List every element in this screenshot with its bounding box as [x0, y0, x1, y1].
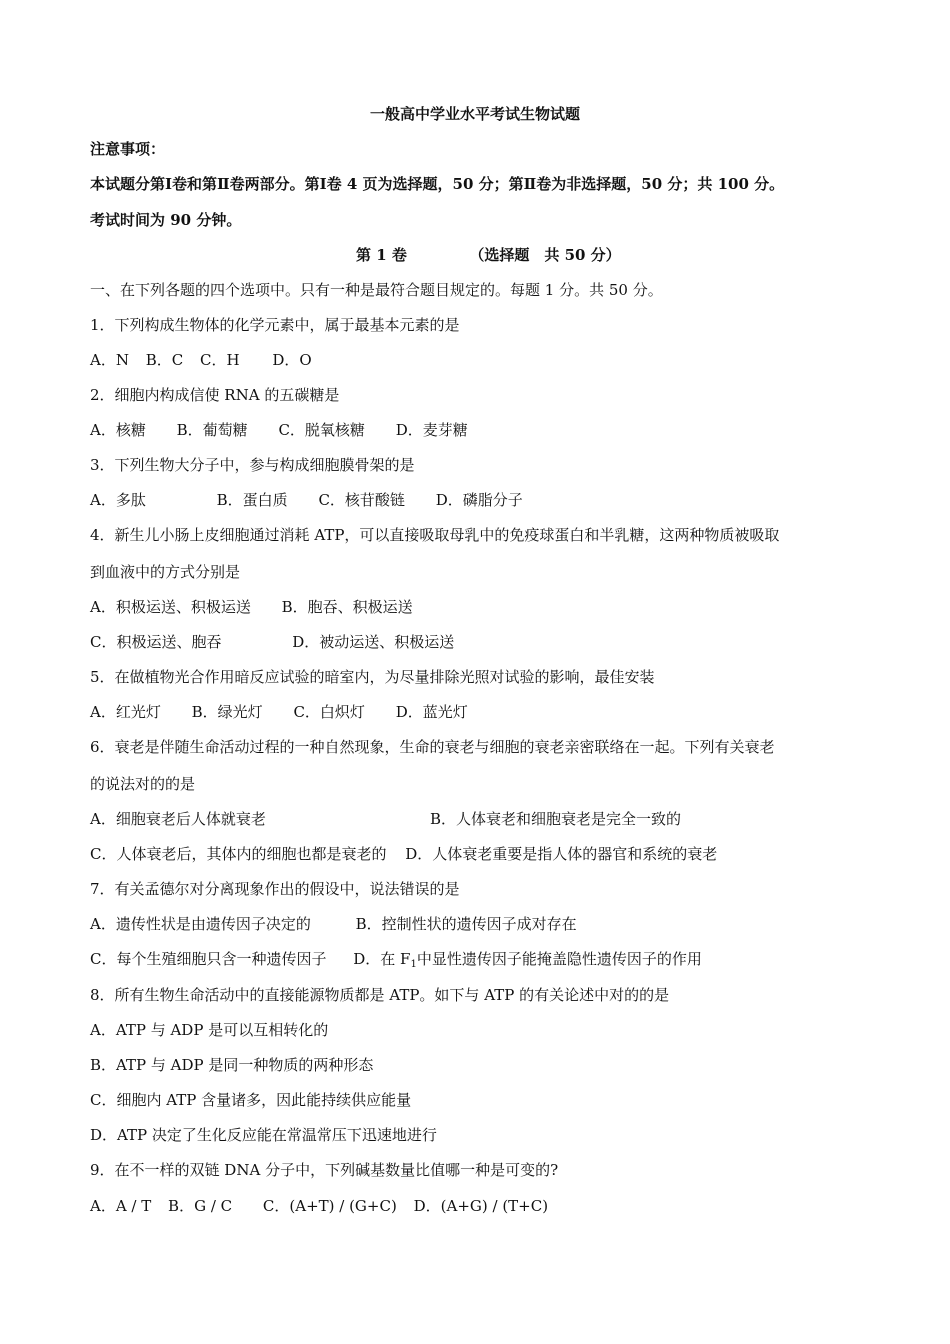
q3-option-c: C．核苷酸链	[318, 491, 405, 509]
section-number: 第 1 卷	[356, 246, 407, 264]
q4-option-a: A．积极运送、积极运送	[90, 598, 251, 616]
q6-option-a: A．细胞衰老后人体就衰老	[90, 810, 266, 828]
q4-option-b: B．胞吞、积极运送	[281, 598, 413, 616]
q1-option-d: D．O	[272, 351, 312, 369]
q9-option-c: C．(A+T) / (G+C)	[262, 1197, 397, 1215]
question-5-stem: 5．在做植物光合作用暗反应试验的暗室内，为尽量排除光照对试验的影响，最佳安装	[90, 668, 655, 686]
question-3-stem: 3．下列生物大分子中，参与构成细胞膜骨架的是	[90, 456, 415, 474]
question-6-stem: 6．衰老是伴随生命活动过程的一种自然现象，生命的衰老与细胞的衰老亲密联络在一起。下列有关衰老	[90, 738, 775, 756]
q2-option-b: B．葡萄糖	[176, 421, 248, 439]
q2-option-c: C．脱氧核糖	[278, 421, 365, 439]
q6-option-b: B．人体衰老和细胞衰老是完全一致的	[430, 810, 682, 828]
q7-option-d-rest: 中显性遗传因子能掩盖隐性遗传因子的作用	[416, 950, 702, 968]
q6-option-d: D．人体衰老重要是指人体的器官和系统的衰老	[405, 845, 718, 863]
q9-option-a: A．A / T	[90, 1197, 152, 1215]
q1-option-c: C．H	[200, 351, 240, 369]
q3-option-a: A．多肽	[90, 491, 146, 509]
section-label	[356, 245, 621, 265]
question-4-options-row-2	[90, 632, 454, 652]
question-2-options	[90, 420, 468, 440]
question-6-options-row-2	[90, 844, 717, 864]
question-6-options-row-1	[90, 809, 682, 829]
q7-option-d	[353, 949, 702, 972]
question-7-options-row-1	[90, 914, 577, 934]
question-2-stem: 2．细胞内构成信使 RNA 的五碳糖是	[90, 386, 340, 404]
question-8-stem: 8．所有生物生命活动中的直接能源物质都是 ATP。如下与 ATP 的有关论述中对的的是	[90, 986, 670, 1004]
page-title: 一般高中学业水平考试生物试题	[369, 105, 580, 123]
q3-option-d: D．磷脂分子	[435, 491, 523, 509]
question-1-options	[90, 350, 312, 370]
q7-option-a: A．遗传性状是由遗传因子决定的	[90, 915, 311, 933]
q8-option-a: A．ATP 与 ADP 是可以互相转化的	[90, 1021, 329, 1039]
question-7-stem: 7．有关孟德尔对分离现象作出的假设中，说法错误的是	[90, 880, 460, 898]
q5-option-a: A．红光灯	[90, 703, 161, 721]
q2-option-d: D．麦芽糖	[395, 421, 468, 439]
q1-option-a: A．N	[90, 351, 129, 369]
question-4-stem: 4．新生儿小肠上皮细胞通过消耗 ATP，可以直接吸取母乳中的免疫球蛋白和半乳糖，这两种物质被吸取	[90, 526, 780, 544]
question-1-stem: 1．下列构成生物体的化学元素中，属于最基本元素的是	[90, 316, 460, 334]
q5-option-c: C．白炽灯	[293, 703, 365, 721]
q9-option-d: D．(A+G) / (T+C)	[413, 1197, 549, 1215]
notice-line-2: 考试时间为 90 分钟。	[90, 211, 242, 229]
q8-option-c: C．细胞内 ATP 含量诸多，因此能持续供应能量	[90, 1091, 412, 1109]
question-4-stem-cont: 到血液中的方式分别是	[90, 563, 241, 581]
question-4-options-row-1	[90, 597, 413, 617]
question-5-options	[90, 702, 468, 722]
q1-option-b: B．C	[145, 351, 184, 369]
q6-option-c: C．人体衰老后，其体内的细胞也都是衰老的	[90, 845, 387, 863]
notice-line-1: 本试题分第Ⅰ卷和第Ⅱ卷两部分。第Ⅰ卷 4 页为选择题，50 分；第Ⅱ卷为非选择题，50 分；共 100 分。	[90, 175, 785, 193]
q4-option-d: D．被动运送、积极运送	[292, 633, 455, 651]
question-6-stem-cont: 的说法对的的是	[90, 775, 196, 793]
section-instruction: 一、在下列各题的四个选项中。只有一种是最符合题目规定的。每题 1 分。共 50 分。	[90, 281, 663, 299]
q4-option-c: C．积极运送、胞吞	[90, 633, 222, 651]
question-9-stem: 9．在不一样的双链 DNA 分子中，下列碱基数量比值哪一种是可变的?	[90, 1161, 559, 1179]
q8-option-d: D．ATP 决定了生化反应能在常温常压下迅速地进行	[90, 1126, 437, 1144]
q8-option-b: B．ATP 与 ADP 是同一种物质的两种形态	[90, 1056, 374, 1074]
q7-option-c: C．每个生殖细胞只含一种遗传因子	[90, 950, 327, 968]
question-3-options	[90, 490, 523, 510]
q7-option-b: B．控制性状的遗传因子成对存在	[355, 915, 577, 933]
section-subtitle: （选择题 共 50 分）	[469, 246, 621, 264]
notice-heading: 注意事项：	[90, 140, 166, 158]
q9-option-b: B．G / C	[168, 1197, 233, 1215]
q5-option-d: D．蓝光灯	[395, 703, 468, 721]
q3-option-b: B．蛋白质	[216, 491, 288, 509]
q7-option-d-prefix: D．在 F	[353, 950, 411, 968]
q7-subscript: 1	[410, 959, 417, 970]
q5-option-b: B．绿光灯	[191, 703, 263, 721]
question-7-options-row-2	[90, 949, 702, 972]
question-9-options	[90, 1196, 548, 1216]
q2-option-a: A．核糖	[90, 421, 146, 439]
